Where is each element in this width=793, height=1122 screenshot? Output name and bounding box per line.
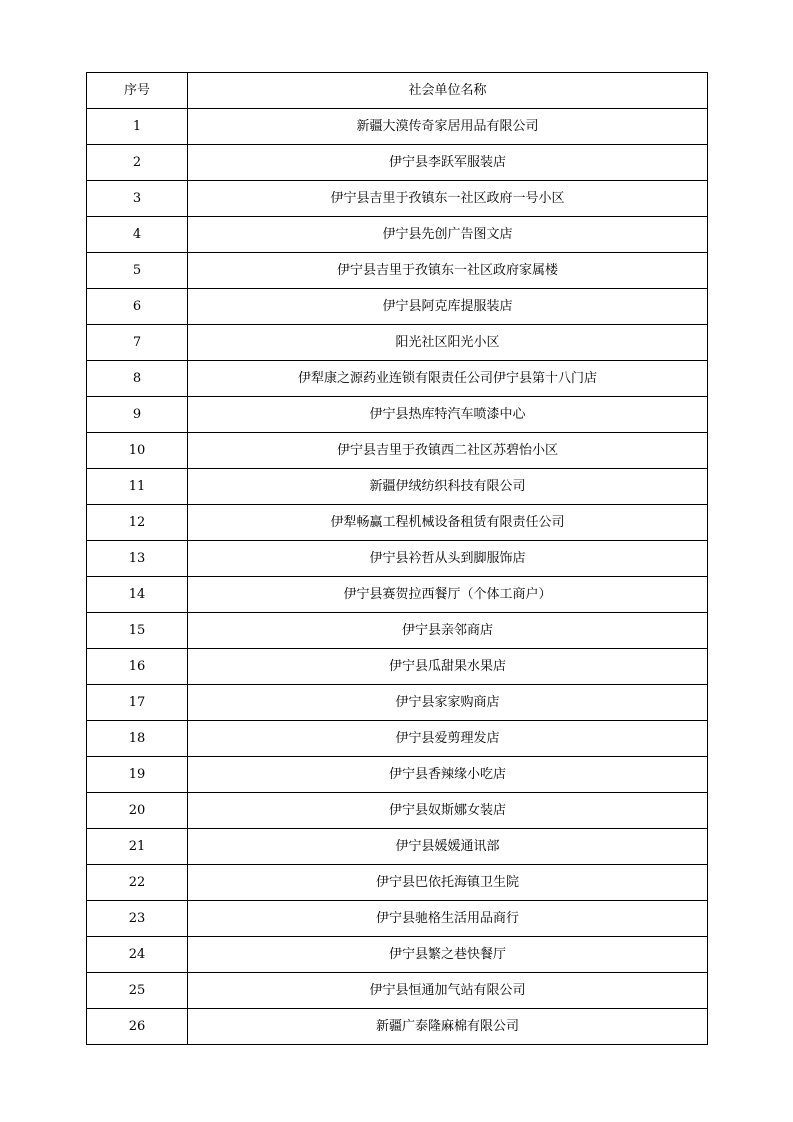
table-row: [87, 721, 708, 757]
row-unit-name: 伊宁县吉里于孜镇西二社区苏碧怡小区: [188, 433, 708, 469]
table-row: [87, 757, 708, 793]
header-unit-name: 社会单位名称: [188, 73, 708, 109]
row-index: 9: [87, 397, 188, 433]
row-unit-name: 伊宁县家家购商店: [188, 685, 708, 721]
table-row: [87, 937, 708, 973]
row-index: 1: [87, 109, 188, 145]
table-row: [87, 145, 708, 181]
row-unit-name: 伊宁县繁之巷快餐厅: [188, 937, 708, 973]
row-unit-name: 伊宁县吉里于孜镇东一社区政府一号小区: [188, 181, 708, 217]
row-index: 7: [87, 325, 188, 361]
row-unit-name: 伊犁康之源药业连锁有限责任公司伊宁县第十八门店: [188, 361, 708, 397]
row-index: 5: [87, 253, 188, 289]
row-unit-name: 伊宁县爱剪理发店: [188, 721, 708, 757]
row-index: 2: [87, 145, 188, 181]
header-index: 序号: [87, 73, 188, 109]
row-unit-name: 新疆伊绒纺织科技有限公司: [188, 469, 708, 505]
row-unit-name: 伊宁县热库特汽车喷漆中心: [188, 397, 708, 433]
table-row: [87, 289, 708, 325]
row-index: 23: [87, 901, 188, 937]
table-row: [87, 325, 708, 361]
row-index: 21: [87, 829, 188, 865]
row-index: 4: [87, 217, 188, 253]
row-index: 19: [87, 757, 188, 793]
row-index: 15: [87, 613, 188, 649]
row-index: 8: [87, 361, 188, 397]
table-row: [87, 685, 708, 721]
row-index: 3: [87, 181, 188, 217]
table-header-row: [87, 73, 708, 109]
table-row: [87, 541, 708, 577]
row-index: 16: [87, 649, 188, 685]
row-index: 12: [87, 505, 188, 541]
row-unit-name: 伊宁县亲邻商店: [188, 613, 708, 649]
table-body: [87, 109, 708, 1045]
row-unit-name: 伊宁县香辣缘小吃店: [188, 757, 708, 793]
table-row: [87, 577, 708, 613]
table-row: [87, 505, 708, 541]
table-row: [87, 901, 708, 937]
row-index: 13: [87, 541, 188, 577]
row-unit-name: 新疆广泰隆麻棉有限公司: [188, 1009, 708, 1045]
table-row: [87, 649, 708, 685]
row-index: 11: [87, 469, 188, 505]
row-index: 26: [87, 1009, 188, 1045]
row-unit-name: 伊宁县奴斯娜女装店: [188, 793, 708, 829]
row-index: 18: [87, 721, 188, 757]
row-unit-name: 伊宁县媛媛通讯部: [188, 829, 708, 865]
row-unit-name: 伊宁县阿克库提服装店: [188, 289, 708, 325]
table-row: [87, 217, 708, 253]
row-unit-name: 伊宁县巴依托海镇卫生院: [188, 865, 708, 901]
table-row: [87, 253, 708, 289]
row-index: 20: [87, 793, 188, 829]
table-row: [87, 181, 708, 217]
table-row: [87, 109, 708, 145]
row-index: 14: [87, 577, 188, 613]
row-unit-name: 伊宁县衿哲从头到脚服饰店: [188, 541, 708, 577]
table-row: [87, 829, 708, 865]
row-unit-name: 伊犁畅赢工程机械设备租赁有限责任公司: [188, 505, 708, 541]
row-index: 25: [87, 973, 188, 1009]
table-row: [87, 469, 708, 505]
units-table: [86, 72, 708, 1045]
table-row: [87, 1009, 708, 1045]
row-unit-name: 伊宁县瓜甜果水果店: [188, 649, 708, 685]
row-unit-name: 阳光社区阳光小区: [188, 325, 708, 361]
table-row: [87, 613, 708, 649]
row-unit-name: 伊宁县先创广告图文店: [188, 217, 708, 253]
row-index: 22: [87, 865, 188, 901]
table-row: [87, 361, 708, 397]
row-unit-name: 伊宁县恒通加气站有限公司: [188, 973, 708, 1009]
row-unit-name: 伊宁县赛贺拉西餐厅（个体工商户）: [188, 577, 708, 613]
table-row: [87, 433, 708, 469]
row-index: 10: [87, 433, 188, 469]
row-index: 24: [87, 937, 188, 973]
row-index: 17: [87, 685, 188, 721]
table-row: [87, 973, 708, 1009]
row-unit-name: 伊宁县吉里于孜镇东一社区政府家属楼: [188, 253, 708, 289]
row-unit-name: 伊宁县李跃军服装店: [188, 145, 708, 181]
table-row: [87, 397, 708, 433]
table-row: [87, 793, 708, 829]
row-index: 6: [87, 289, 188, 325]
table-row: [87, 865, 708, 901]
row-unit-name: 伊宁县驰格生活用品商行: [188, 901, 708, 937]
row-unit-name: 新疆大漠传奇家居用品有限公司: [188, 109, 708, 145]
